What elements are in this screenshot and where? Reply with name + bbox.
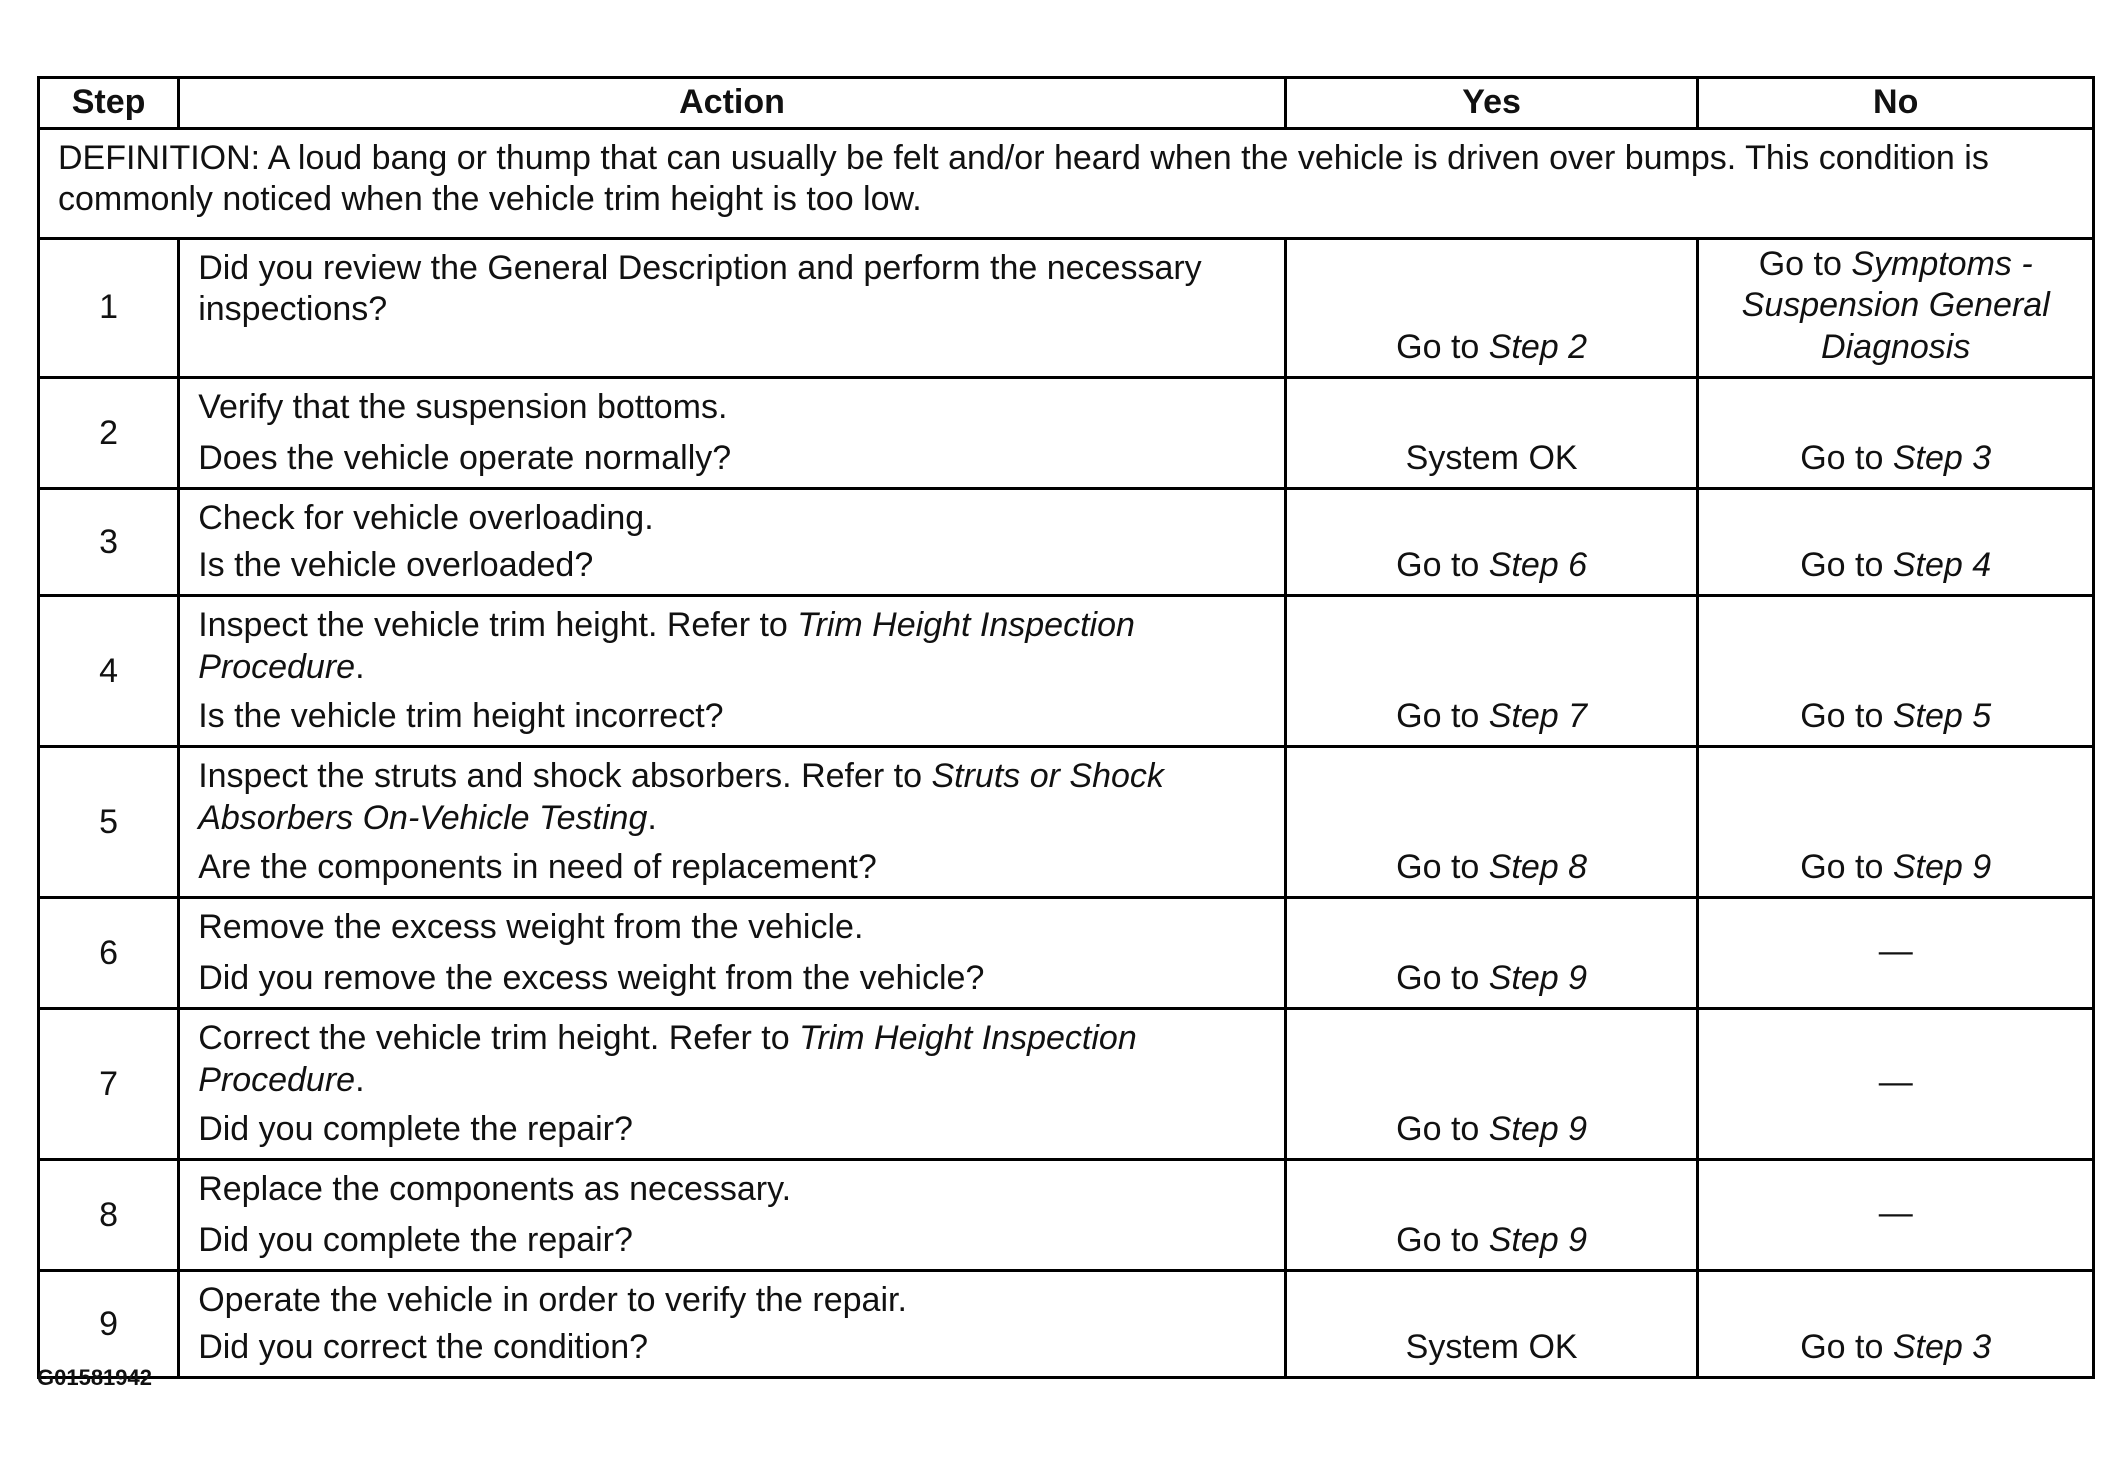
table-row (39, 898, 2094, 1009)
no-outcome-text: Go to (1800, 545, 1893, 584)
action-cell (179, 239, 1286, 378)
action-cell (179, 378, 1286, 489)
header-no: No (1698, 78, 2094, 129)
action-cell (179, 489, 1286, 596)
instruction-text: Inspect the struts and shock absorbers. Refer to (198, 757, 932, 796)
yes-outcome-text: Go to (1396, 696, 1489, 735)
yes-outcome (1285, 239, 1698, 378)
step-number: 9 (39, 1271, 179, 1378)
instruction-text: . (355, 647, 365, 686)
action-cell (179, 747, 1286, 898)
step-number: 3 (39, 489, 179, 596)
yes-outcome (1285, 1009, 1698, 1160)
action-instruction (198, 605, 1266, 688)
definition-text: DEFINITION: A loud bang or thump that can usually be felt and/or heard when the vehicle is driven over bumps. This condition is commonly noticed when the vehicle trim height is too low. (39, 129, 2094, 239)
table-row (39, 239, 2094, 378)
action-instruction (198, 248, 1266, 331)
action-instruction (198, 1280, 1266, 1321)
definition-row (39, 129, 2094, 239)
action-question: Did you complete the repair? (198, 1220, 633, 1259)
no-outcome (1698, 596, 2094, 747)
no-outcome-text: — (1878, 1062, 1913, 1101)
yes-outcome-text: Go to (1396, 847, 1489, 886)
header-yes: Yes (1285, 78, 1698, 129)
no-outcome-text: — (1878, 1193, 1913, 1232)
table-row (39, 378, 2094, 489)
table-row (39, 747, 2094, 898)
table-row (39, 1271, 2094, 1378)
no-outcome-text: Go to (1800, 438, 1893, 477)
yes-outcome-target: Step 9 (1488, 1109, 1588, 1148)
instruction-text: Correct the vehicle trim height. Refer to (198, 1019, 800, 1058)
step-number: 5 (39, 747, 179, 898)
yes-outcome-target: Step 6 (1488, 545, 1588, 584)
diagnostic-table (37, 76, 2095, 1379)
action-cell (179, 898, 1286, 1009)
yes-outcome-target: Step 9 (1488, 958, 1588, 997)
yes-outcome-target: Step 9 (1488, 1220, 1588, 1259)
yes-outcome-target: Step 8 (1488, 847, 1588, 886)
action-cell (179, 596, 1286, 747)
action-question: Did you complete the repair? (198, 1109, 633, 1148)
no-outcome-target: Symptoms - Suspension General Diagnosis (1741, 245, 2050, 366)
action-question: Does the vehicle operate normally? (198, 438, 732, 477)
action-instruction (198, 756, 1266, 839)
action-question: Are the components in need of replacement? (198, 847, 877, 886)
no-outcome (1698, 1271, 2094, 1378)
instruction-text: Replace the components as necessary. (198, 1170, 792, 1209)
action-instruction (198, 387, 1266, 428)
table-row (39, 489, 2094, 596)
action-instruction (198, 907, 1266, 948)
action-instruction (198, 1169, 1266, 1210)
instruction-text: Remove the excess weight from the vehicle. (198, 908, 864, 947)
action-question: Is the vehicle trim height incorrect? (198, 696, 724, 735)
action-instruction (198, 1018, 1266, 1101)
no-outcome-target: Step 3 (1892, 438, 1992, 477)
instruction-text: Inspect the vehicle trim height. Refer to (198, 606, 798, 645)
action-question: Did you remove the excess weight from the vehicle? (198, 958, 985, 997)
yes-outcome (1285, 378, 1698, 489)
no-outcome-text: Go to (1800, 696, 1893, 735)
header-action: Action (179, 78, 1286, 129)
action-question: Is the vehicle overloaded? (198, 545, 594, 584)
no-outcome (1698, 1160, 2094, 1271)
yes-outcome-text: Go to (1396, 327, 1489, 366)
yes-outcome (1285, 747, 1698, 898)
action-question: Did you correct the condition? (198, 1327, 649, 1366)
instruction-text: Verify that the suspension bottoms. (198, 388, 728, 427)
procedure-reference: Trim Height Inspection Procedure (198, 606, 1135, 686)
instruction-text: Check for vehicle overloading. (198, 499, 654, 538)
step-number: 8 (39, 1160, 179, 1271)
yes-outcome-text: System OK (1405, 438, 1578, 477)
instruction-text: . (647, 798, 657, 837)
no-outcome (1698, 898, 2094, 1009)
yes-outcome-text: Go to (1396, 1220, 1489, 1259)
no-outcome (1698, 489, 2094, 596)
header-step: Step (39, 78, 179, 129)
yes-outcome (1285, 596, 1698, 747)
no-outcome (1698, 1009, 2094, 1160)
yes-outcome-text: Go to (1396, 545, 1489, 584)
yes-outcome (1285, 1271, 1698, 1378)
header-row (39, 78, 2094, 129)
table-row (39, 596, 2094, 747)
action-cell (179, 1009, 1286, 1160)
no-outcome-text: — (1878, 931, 1913, 970)
no-outcome-target: Step 9 (1892, 847, 1992, 886)
action-cell (179, 1160, 1286, 1271)
action-instruction (198, 498, 1266, 539)
step-number: 4 (39, 596, 179, 747)
no-outcome-target: Step 3 (1892, 1327, 1992, 1366)
no-outcome-text: Go to (1758, 245, 1852, 283)
no-outcome-target: Step 5 (1892, 696, 1992, 735)
no-outcome-text: Go to (1800, 847, 1893, 886)
step-number: 7 (39, 1009, 179, 1160)
yes-outcome (1285, 1160, 1698, 1271)
no-outcome (1698, 747, 2094, 898)
no-outcome-text: Go to (1800, 1327, 1893, 1366)
yes-outcome-text: System OK (1405, 1327, 1578, 1366)
figure-id: G01581942 (37, 1365, 152, 1390)
yes-outcome-text: Go to (1396, 958, 1489, 997)
no-outcome (1698, 378, 2094, 489)
no-outcome-target: Step 4 (1892, 545, 1992, 584)
yes-outcome-target: Step 7 (1488, 696, 1588, 735)
step-number: 2 (39, 378, 179, 489)
instruction-text: Operate the vehicle in order to verify the repair. (198, 1281, 907, 1320)
table-row (39, 1009, 2094, 1160)
yes-outcome (1285, 489, 1698, 596)
no-outcome (1698, 239, 2094, 378)
table-row (39, 1160, 2094, 1271)
action-cell (179, 1271, 1286, 1378)
yes-outcome-target: Step 2 (1488, 327, 1588, 366)
yes-outcome (1285, 898, 1698, 1009)
procedure-reference: Struts or Shock Absorbers On-Vehicle Testing (198, 757, 1164, 837)
step-number: 6 (39, 898, 179, 1009)
step-number: 1 (39, 239, 179, 378)
yes-outcome-text: Go to (1396, 1109, 1489, 1148)
instruction-text: . (355, 1060, 365, 1099)
procedure-reference: Trim Height Inspection Procedure (198, 1019, 1137, 1099)
instruction-text: Did you review the General Description and perform the necessary inspections? (198, 249, 1202, 329)
